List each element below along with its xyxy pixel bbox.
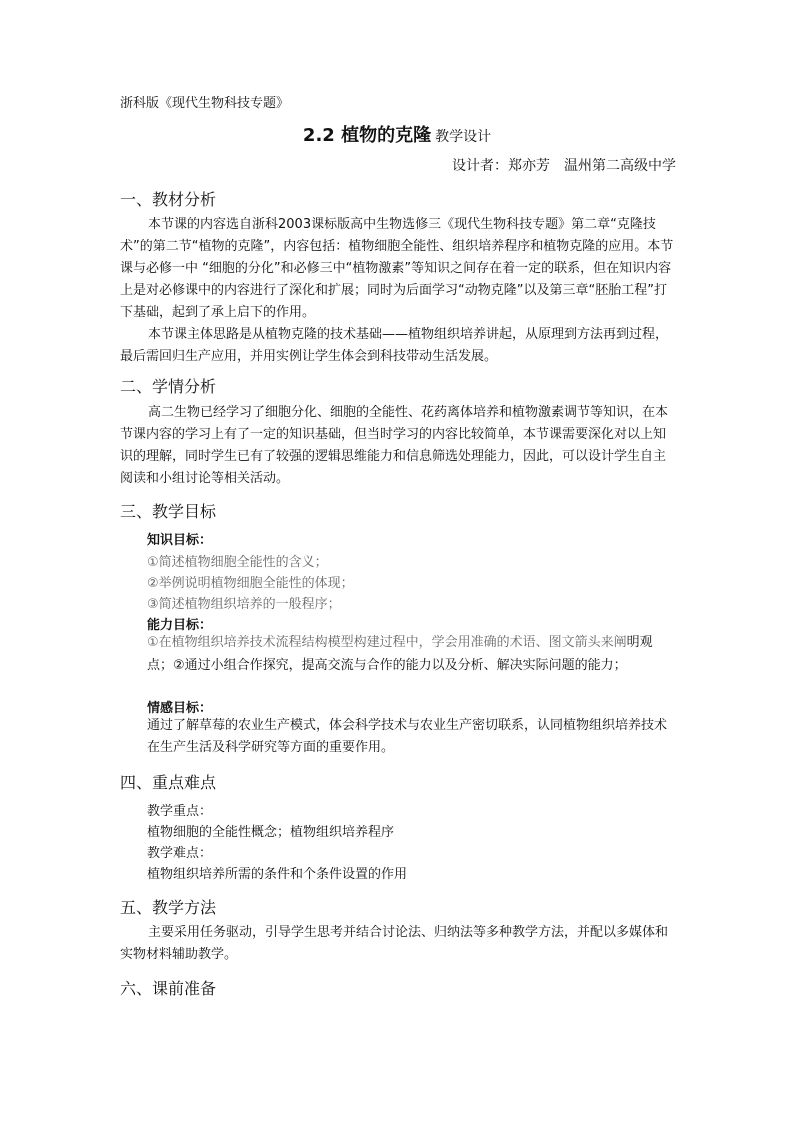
title-sub: 教学设计 — [435, 129, 492, 145]
section-5-paragraph-1: 主要采用任务驱动，引导学生思考并结合讨论法、归纳法等多种教学方法，并配以多媒体和实物材料辅助教学。 — [120, 925, 669, 962]
section-2-paragraph-1: 高二生物已经学习了细胞分化、细胞的全能性、花药离体培养和植物激素调节等知识，在本节课内容的学习上有了一定的知识基础，但当时学习的内容比较简单，本节课需要深化对以上知识的理解，同时学生已有了较强的逻辑思维能力和信息筛选处理能力，因此，可以设计学生自主阅读和小组讨论等相关活动。 — [120, 405, 669, 486]
knowledge-goal-2: ②举例说明植物细胞全能性的体现； — [147, 576, 354, 591]
section-1-paragraph-1: 本节课的内容选自浙科2003课标版高中生物选修三《现代生物科技专题》第二章“克隆技术”的第二节“植物的克隆”，内容包括：植物细胞全能性、组织培养程序和植物克隆的应用。本节课与必修一中 “细胞的分化”和必修三中“植物激素”等知识之间存在着一定的联系，但在知识内容上是对必修课中的内容进行了深化和扩展；同时为后面学习“动物克隆”以及第三章“胚胎工程”打下基础，起到了承上启下的作用。 — [120, 217, 674, 320]
focus-label: 教学重点： — [147, 804, 213, 819]
section-1-paragraph-2: 本节课主体思路是从植物克隆的技术基础——植物组织培养讲起，从原理到方法再到过程，最后需回归生产应用，并用实例让学生体会到科技带动生活发展。 — [120, 327, 669, 364]
ability-goal-label: 能力目标： — [147, 618, 213, 633]
emotion-goal-label: 情感目标： — [147, 701, 213, 716]
difficulty-label: 教学难点： — [147, 846, 213, 861]
section-heading-1: 一、教材分析 — [120, 190, 217, 209]
book-title: 浙科版《现代生物科技专题》 — [120, 96, 290, 111]
difficulty-text: 植物组织培养所需的条件和个条件设置的作用 — [147, 867, 408, 882]
knowledge-goal-3: ③简述植物组织培养的一般程序； — [147, 597, 341, 612]
section-heading-4: 四、重点难点 — [120, 773, 217, 792]
emotion-goal-text: 通过了解草莓的农业生产模式，体会科学技术与农业生产密切联系，认同植物组织培养技术在生产生活及科学研究等方面的重要作用。 — [147, 718, 668, 755]
section-heading-6: 六、课前准备 — [120, 979, 217, 998]
section-heading-3: 三、教学目标 — [120, 502, 217, 521]
focus-text: 植物细胞的全能性概念；植物组织培养程序 — [147, 825, 395, 840]
section-heading-5: 五、教学方法 — [120, 898, 217, 917]
ability-goal-text — [147, 631, 673, 677]
section-heading-2: 二、学情分析 — [120, 377, 217, 396]
author-school: 温州第二高级中学 — [564, 158, 676, 174]
author-name: 设计者：郑亦芳 — [452, 158, 550, 174]
ability-goal-part-1: ①在植物组织培养技术流程结构模型构建过程中，学会用准确的术语、图文箭头来阐 — [147, 635, 627, 650]
title-main: 2.2 植物的克隆 — [302, 125, 432, 146]
ability-goal-part-2: 明观点；②通过小组合作探究，提高交流与合作的能力以及分析、解决实际问题的能力； — [147, 635, 653, 673]
knowledge-goal-label: 知识目标： — [147, 533, 213, 548]
knowledge-goal-1: ①简述植物细胞全能性的含义； — [147, 555, 328, 570]
author-line — [452, 155, 676, 175]
page-title — [0, 121, 794, 147]
